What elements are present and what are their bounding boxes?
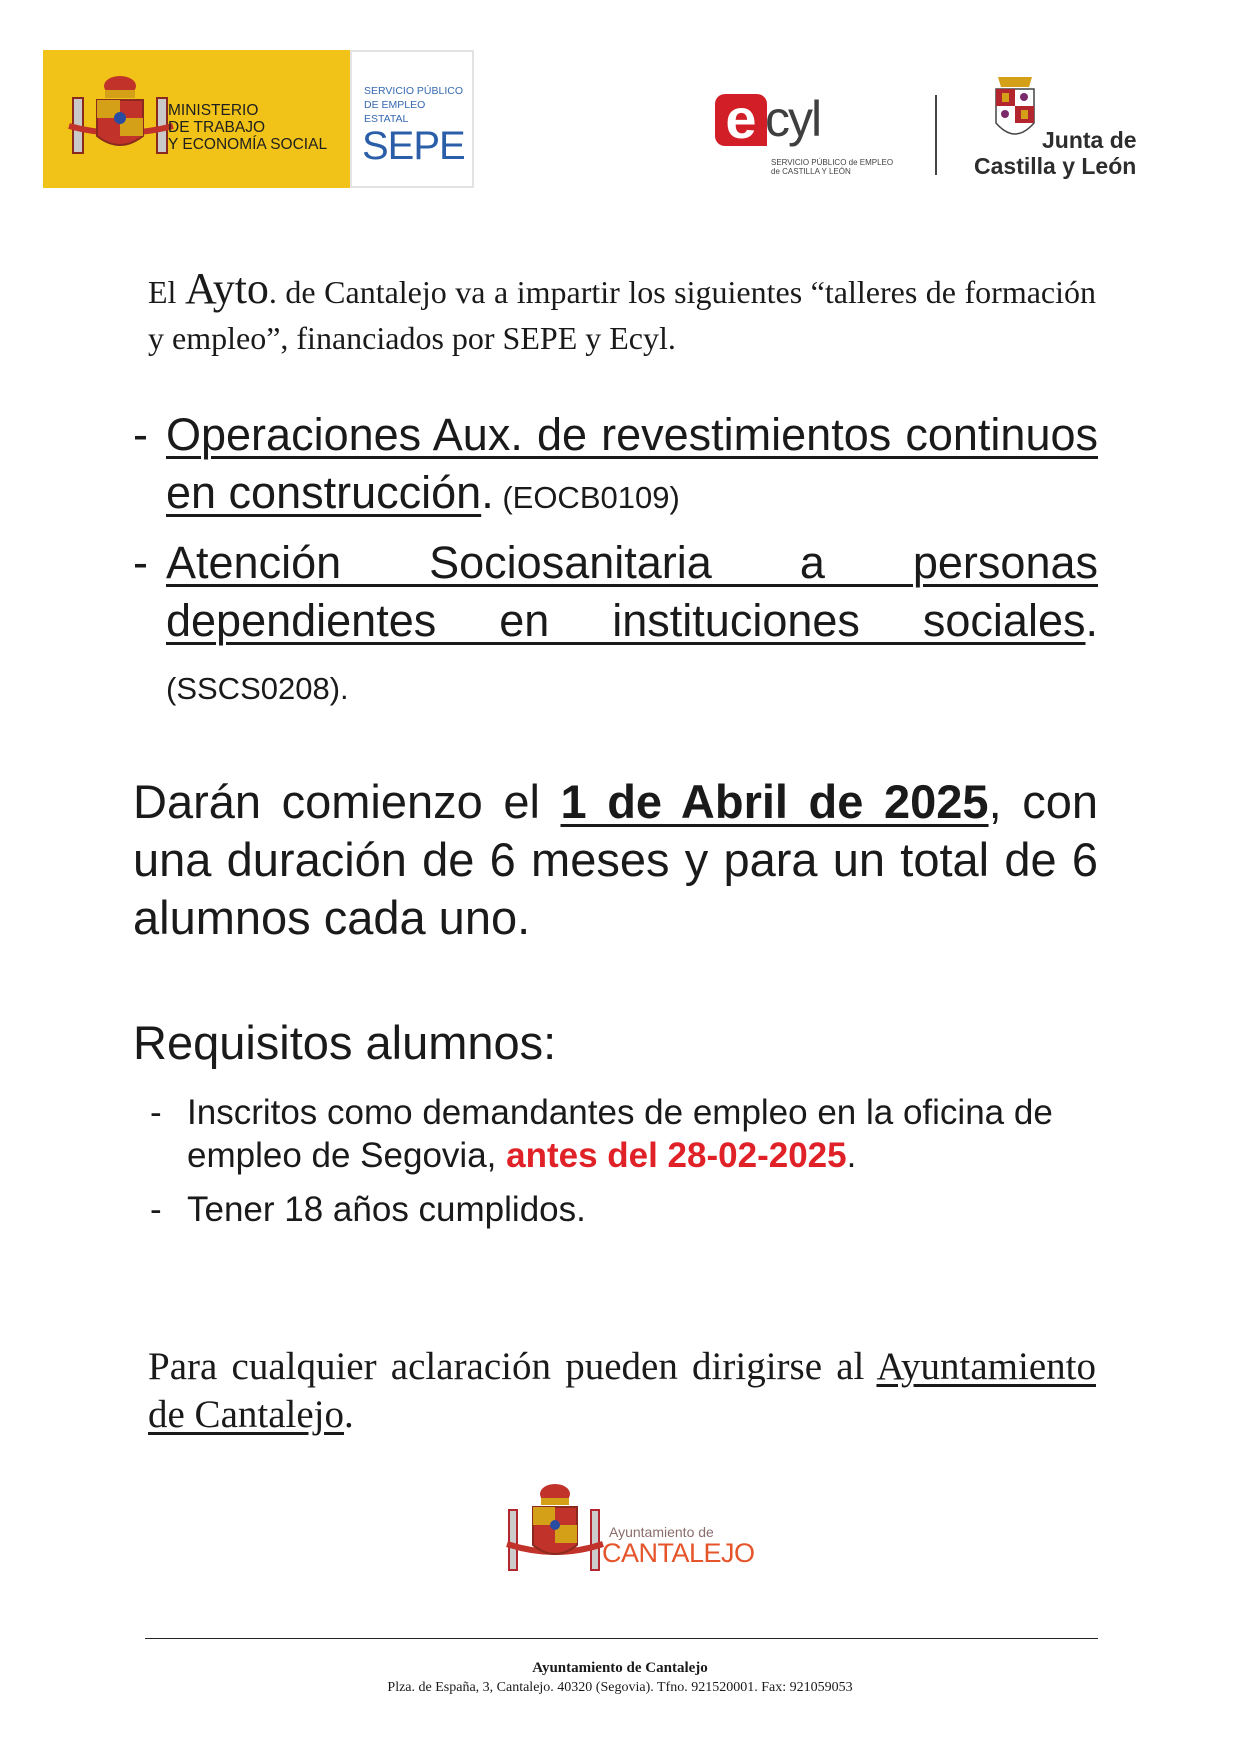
- contact-pre: Para cualquier aclaración pueden dirigirse al: [148, 1345, 877, 1388]
- ministry-logo: [43, 50, 350, 188]
- course-sep: .: [1085, 595, 1098, 646]
- requirements-title: Requisitos alumnos:: [133, 1016, 557, 1069]
- junta-name-line2: Castilla y León: [974, 153, 1137, 179]
- course-code: (SSCS0208).: [166, 671, 349, 706]
- intro-rest: . de Cantalejo va a impartir los siguientes “talleres de formación y empleo”, financiados por SEPE y Ecyl.: [148, 274, 1097, 356]
- course-code: (EOCB0109): [493, 480, 680, 515]
- requirement-item: [150, 1188, 1080, 1231]
- ministry-name-line2: DE TRABAJO: [168, 119, 266, 136]
- list-dash: -: [133, 409, 148, 460]
- junta-cyl-logo: [972, 73, 1172, 183]
- cantalejo-logo-line2: CANTALEJO: [602, 1538, 755, 1568]
- cantalejo-logo-line1: Ayuntamiento de: [609, 1524, 714, 1540]
- start-paragraph: [133, 773, 1098, 947]
- ministry-name-line3: Y ECONOMÍA SOCIAL: [168, 136, 328, 153]
- start-pre: Darán comienzo el: [133, 775, 561, 828]
- sepe-acronym: SEPE: [362, 124, 465, 168]
- footer-divider: [145, 1638, 1098, 1639]
- sepe-subtitle-line1: SERVICIO PÚBLICO: [364, 85, 464, 97]
- course-item: [133, 534, 1098, 718]
- ecyl-subtitle-line1: SERVICIO PÚBLICO de EMPLEO: [771, 158, 894, 167]
- list-dash: -: [150, 1190, 162, 1229]
- footer-address: Plza. de España, 3, Cantalejo. 40320 (Segovia). Tfno. 921520001. Fax: 921059053: [387, 1680, 853, 1695]
- requirement-item: [150, 1091, 1080, 1177]
- ecyl-logo-e: e: [715, 94, 767, 146]
- cantalejo-logo: [505, 1480, 755, 1580]
- logo-divider: [935, 95, 937, 175]
- junta-name-line1: Junta de: [1042, 127, 1137, 153]
- list-dash: -: [150, 1093, 162, 1132]
- requirement-text: Tener 18 años cumplidos.: [187, 1190, 586, 1229]
- intro-ayto: Ayto: [184, 264, 269, 313]
- course-item: [133, 406, 1098, 527]
- ministry-name-line1: MINISTERIO: [168, 102, 259, 119]
- course-name: Atención Sociosanitaria a personas dependientes en instituciones sociales: [166, 537, 1098, 646]
- start-date: 1 de Abril de 2025: [560, 775, 989, 828]
- course-name: Operaciones Aux. de revestimientos continuos en construcción: [166, 409, 1098, 518]
- intro-pre: El: [148, 274, 185, 310]
- ecyl-logo-cyl: cyl: [765, 91, 821, 147]
- start-rest: , con una duración de 6 meses y para un total de 6 alumnos cada uno.: [133, 775, 1098, 944]
- ecyl-logo: [715, 88, 905, 178]
- footer-name: Ayuntamiento de Cantalejo: [532, 1660, 708, 1676]
- contact-end: .: [344, 1393, 354, 1436]
- sepe-logo: [350, 50, 474, 188]
- contact-paragraph: [148, 1343, 1096, 1439]
- course-sep: .: [481, 467, 494, 518]
- ecyl-subtitle-line2: de CASTILLA Y LEÓN: [771, 167, 851, 176]
- castilla-leon-shield-icon: [990, 73, 1040, 153]
- cantalejo-coat-of-arms-icon: [505, 1480, 605, 1580]
- requirement-end: .: [846, 1136, 857, 1175]
- list-dash: -: [133, 537, 148, 588]
- sepe-subtitle-line2: DE EMPLEO ESTATAL: [364, 99, 426, 125]
- requirement-deadline: antes del 28-02-2025: [506, 1136, 847, 1175]
- intro-paragraph: [148, 266, 1096, 361]
- requirement-text: Inscritos como demandantes de empleo en la oficina de empleo de Segovia,: [187, 1093, 1053, 1175]
- contact-ayuntamiento: Ayuntamiento de Cantalejo: [148, 1345, 1096, 1436]
